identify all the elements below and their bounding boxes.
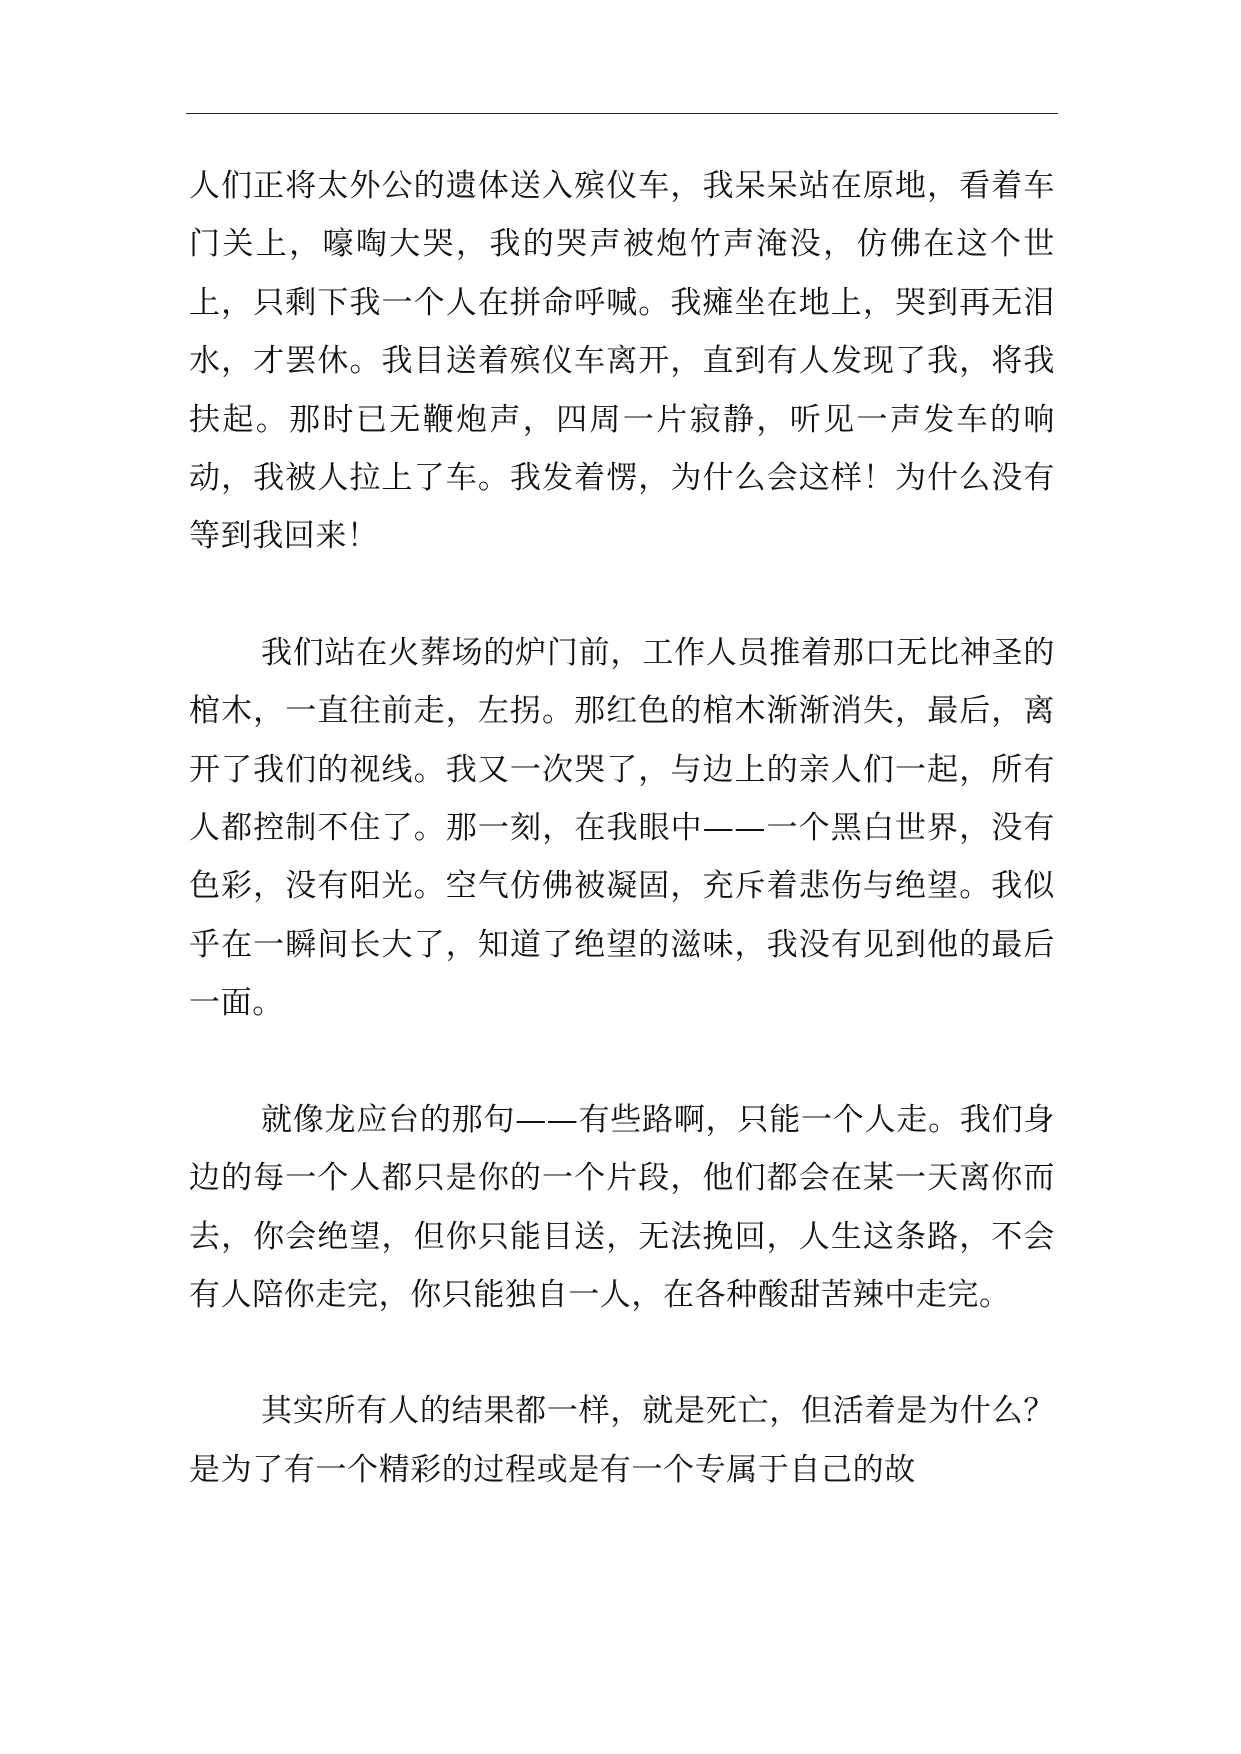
paragraph-2: 我们站在火葬场的炉门前，工作人员推着那口无比神圣的棺木，一直往前走，左拐。那红色的棺木渐渐消失，最后，离开了我们的视线。我又一次哭了，与边上的亲人们一起，所有人都控制不住了。那一刻，在我眼中——一个黑白世界，没有色彩，没有阳光。空气仿佛被凝固，充斥着悲伤与绝望。我似乎在一瞬间长大了，知道了绝望的滋味，我没有见到他的最后一面。	[189, 634, 1055, 1022]
document-body	[189, 157, 1055, 1499]
header-rule	[186, 113, 1058, 114]
paragraph-3: 就像龙应台的那句——有些路啊，只能一个人走。我们身边的每一个人都只是你的一个片段，他们都会在某一天离你而去，你会绝望，但你只能目送，无法挽回，人生这条路，不会有人陪你走完，你只能独自一人，在各种酸甜苦辣中走完。	[189, 1101, 1055, 1313]
paragraph-4: 其实所有人的结果都一样，就是死亡，但活着是为什么？是为了有一个精彩的过程或是有一个专属于自己的故	[189, 1393, 1055, 1488]
paragraph-1: 人们正将太外公的遗体送入殡仪车，我呆呆站在原地，看着车门关上，嚎啕大哭，我的哭声被炮竹声淹没，仿佛在这个世上，只剩下我一个人在拼命呼喊。我瘫坐在地上，哭到再无泪水，才罢休。我目送着殡仪车离开，直到有人发现了我，将我扶起。那时已无鞭炮声，四周一片寂静，听见一声发车的响动，我被人拉上了车。我发着愣，为什么会这样！为什么没有等到我回来！	[189, 168, 1055, 555]
